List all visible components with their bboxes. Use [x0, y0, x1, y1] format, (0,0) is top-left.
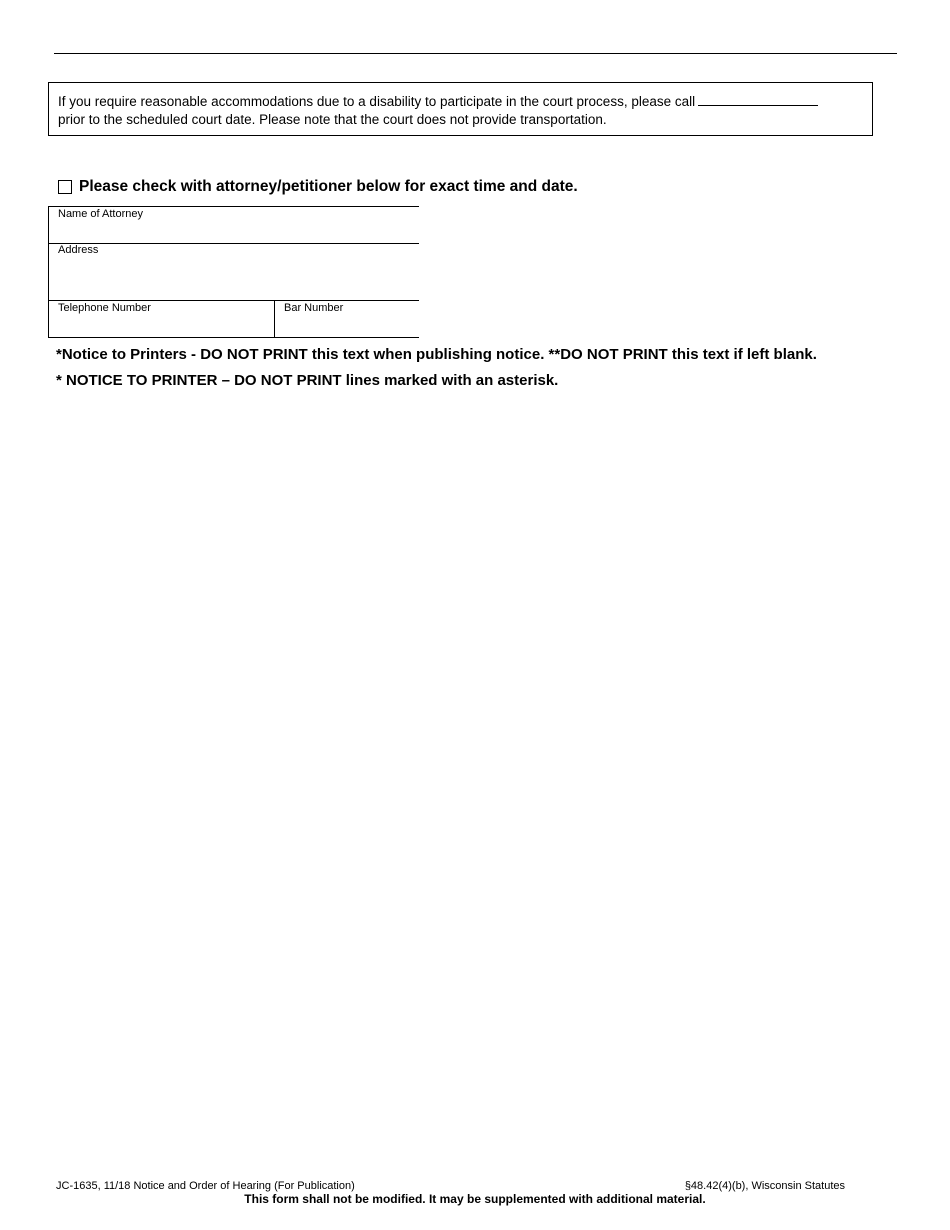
attorney-name-field[interactable] [48, 206, 419, 243]
attorney-checkbox[interactable] [58, 180, 72, 194]
top-rule [54, 53, 897, 54]
accommodation-text-1: If you require reasonable accommodations due to a disability to participate in the court process, please call [58, 94, 696, 109]
attorney-phone-label: Telephone Number [58, 302, 151, 314]
attorney-check-label: Please check with attorney/petitioner below for exact time and date. [79, 178, 578, 195]
footer-statute: §48.42(4)(b), Wisconsin Statutes [684, 1180, 845, 1192]
phone-blank-field[interactable] [698, 93, 818, 106]
attorney-name-label: Name of Attorney [58, 208, 143, 220]
attorney-address-field[interactable] [48, 243, 419, 300]
attorney-check-row [58, 178, 578, 196]
accommodation-text-2: prior to the scheduled court date. Please note that the court does not provide transportation. [58, 111, 607, 127]
footer-disclaimer: This form shall not be modified. It may be supplemented with additional material. [244, 1192, 706, 1206]
printer-notice: *Notice to Printers - DO NOT PRINT this text when publishing notice. **DO NOT PRINT this text if left blank. [56, 346, 817, 363]
accommodation-line-1 [58, 93, 863, 111]
accommodation-notice-box [48, 82, 873, 136]
attorney-bar-number-field[interactable] [274, 300, 419, 338]
footer-form-id: JC-1635, 11/18 Notice and Order of Hearing (For Publication) [56, 1180, 355, 1192]
asterisk-notice: * NOTICE TO PRINTER – DO NOT PRINT lines marked with an asterisk. [56, 372, 559, 389]
attorney-address-label: Address [58, 244, 99, 256]
attorney-bar-number-label: Bar Number [284, 302, 344, 314]
attorney-phone-field[interactable] [48, 300, 274, 338]
